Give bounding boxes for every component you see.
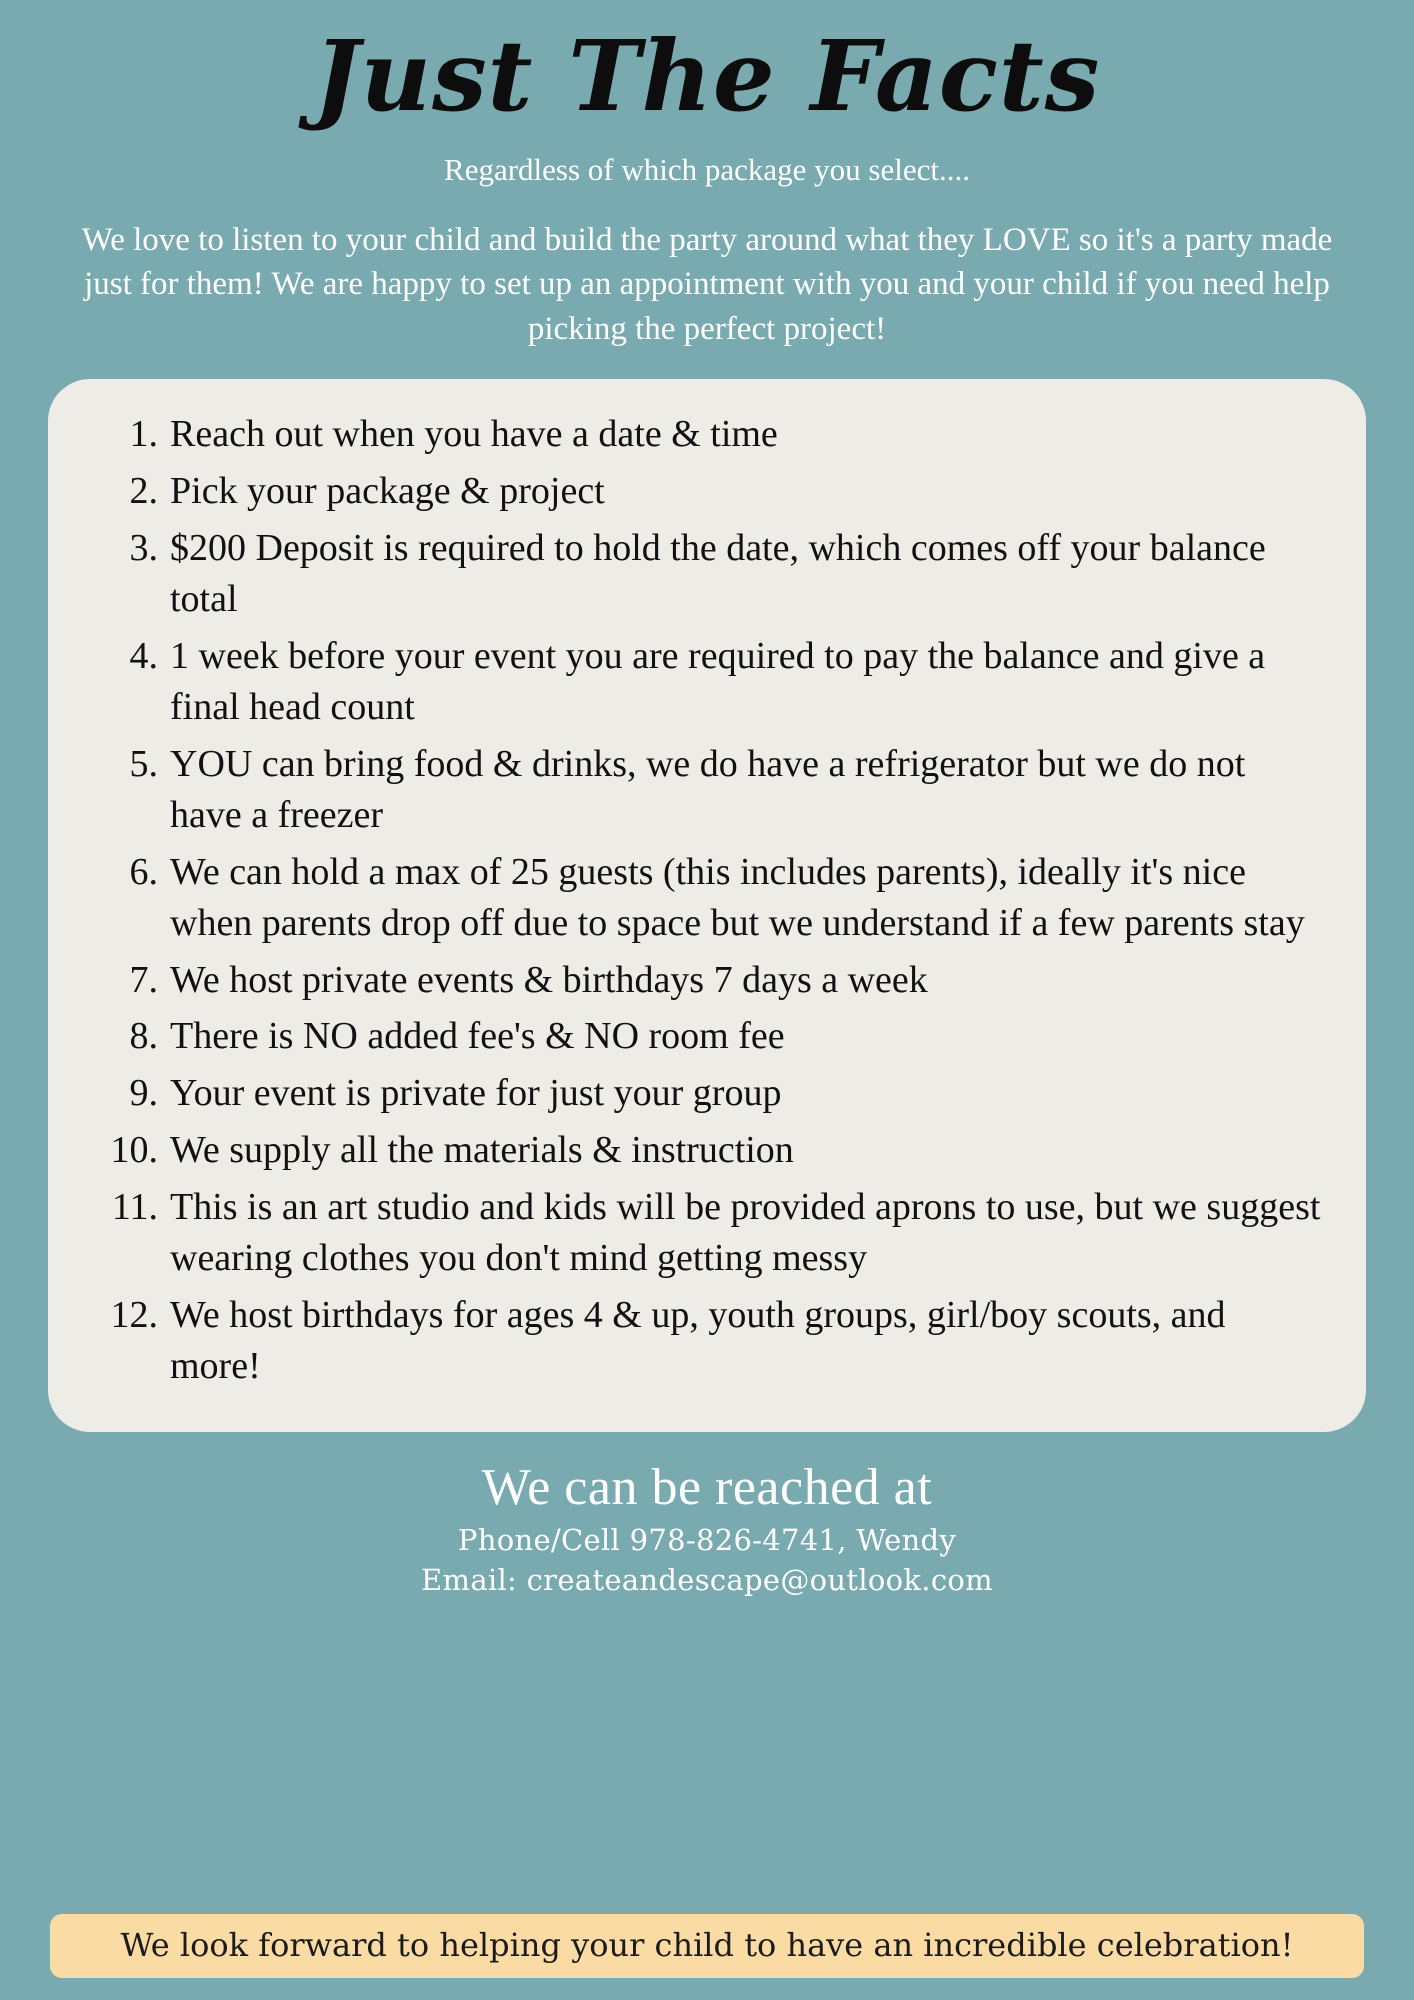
list-item: This is an art studio and kids will be provided aprons to use, but we suggest wearing clothes you don't mind getting messy [170,1186,1321,1280]
list-item: We host birthdays for ages 4 & up, youth groups, girl/boy scouts, and more! [170,1293,1226,1387]
closing-banner: We look forward to helping your child to have an incredible celebration! [50,1914,1364,1978]
contact-phone[interactable]: Phone/Cell 978-826-4741, Wendy [457,1522,957,1557]
list-item: $200 Deposit is required to hold the date, which comes off your balance total [170,527,1266,621]
contact-heading: We can be reached at [481,1458,933,1516]
intro-paragraph: We love to listen to your child and build the party around what they LOVE so it's a party made just for them! We are happy to set up an appointment with you and your child if you need help picking the perfect project! [81,221,1333,347]
list-item: Your event is private for just your group [170,1072,782,1115]
page-title: Just The Facts [313,19,1101,133]
list-item: There is NO added fee's & NO room fee [170,1015,785,1058]
list-item: We supply all the materials & instruction [170,1129,794,1172]
list-item: We can hold a max of 25 guests (this includes parents), ideally it's nice when parents drop off due to space but we understand if a few parents stay [170,850,1305,944]
list-item: Reach out when you have a date & time [170,413,778,456]
page-subtitle: Regardless of which package you select.... [444,151,970,187]
list-item: Pick your package & project [170,470,605,513]
facts-list [92,409,1322,1391]
list-item: YOU can bring food & drinks, we do have a refrigerator but we do not have a freezer [170,742,1246,836]
contact-email[interactable]: Email: createandescape@outlook.com [421,1562,993,1597]
facts-card [48,379,1366,1431]
list-item: 1 week before your event you are required to pay the balance and give a final head count [170,635,1266,729]
list-item: We host private events & birthdays 7 days a week [170,958,928,1001]
